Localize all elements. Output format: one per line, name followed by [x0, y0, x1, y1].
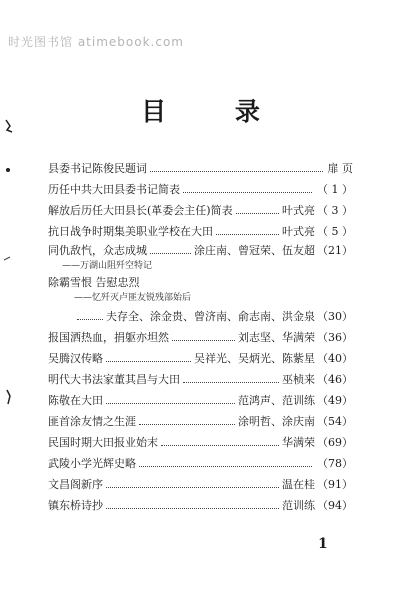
toc-entry[interactable] [48, 221, 353, 242]
toc-entry-author: 叶式亮 [282, 224, 315, 238]
toc-entry-page: （30） [317, 309, 353, 323]
toc-entry-page: （49） [317, 393, 353, 407]
toc-entry[interactable] [48, 327, 353, 348]
toc-entry-author: 华满荣 [282, 435, 315, 449]
toc-entry-page: （ 3 ） [317, 203, 353, 217]
toc-entry-title: 陈敬在大田 [48, 393, 103, 407]
toc-entry-page: （69） [317, 435, 353, 449]
toc-entry[interactable] [48, 274, 353, 291]
toc-entry[interactable] [48, 242, 353, 259]
toc-entry-page: （ 5 ） [317, 224, 353, 238]
toc-entry-author: 吴祥光、吴炳光、陈紫星 [194, 351, 315, 365]
toc-entry-subtitle: ——忆歼灭卢匪友锐残部始后 [74, 293, 192, 303]
dot-leader [77, 319, 103, 320]
toc-entry[interactable] [48, 411, 353, 432]
toc-entry-page: （94） [317, 498, 353, 512]
dot-leader [106, 508, 279, 509]
toc-entry-author: 温在桂 [282, 477, 315, 491]
toc-entry-title: 镇东桥诗抄 [48, 498, 103, 512]
toc-entry-page: （ 1 ） [317, 182, 353, 196]
dot-leader [106, 403, 235, 404]
table-of-contents [48, 158, 353, 516]
toc-entry-author: 涂明哲、涂庆南 [238, 414, 315, 428]
dot-leader [236, 213, 279, 214]
dot-leader [161, 445, 279, 446]
toc-entry[interactable] [48, 158, 353, 179]
toc-entry-subtitle: ——万湖山阻歼空特记 [62, 261, 153, 271]
toc-entry-title: 吴腾汉传略 [48, 351, 103, 365]
dot-leader [106, 487, 279, 488]
toc-entry-author: 夫存全、涂金贵、曾济南、俞志南、洪金泉 [106, 309, 315, 323]
toc-entry-title: 历任中共大田县委书记简表 [48, 182, 180, 196]
toc-entry-page: 扉 页 [327, 161, 353, 175]
toc-entry[interactable] [48, 369, 353, 390]
toc-entry[interactable] [48, 390, 353, 411]
toc-entry[interactable] [48, 200, 353, 221]
toc-entry-author: 刘志坚、华满荣 [238, 330, 315, 344]
toc-entry-title: 明代大书法家董其昌与大田 [48, 372, 180, 386]
dot-leader [183, 192, 312, 193]
toc-entry-title: 抗日战争时期集美职业学校在大田 [48, 224, 213, 238]
toc-entry-title: 除霸雪恨 告慰忠烈 [48, 275, 140, 289]
toc-entry-title: 县委书记陈俊民题词 [48, 161, 147, 175]
toc-entry-title: 匪首涂友情之生涯 [48, 414, 136, 428]
page-number: 1 [318, 536, 328, 552]
toc-entry-author: 涂庄南、曾冠荣、伍友超 [194, 243, 315, 257]
page-title: 目 录 [141, 97, 290, 126]
toc-entry-author: 叶式亮 [282, 203, 315, 217]
toc-entry-page: （40） [317, 351, 353, 365]
toc-entry-page: （78） [317, 456, 353, 470]
toc-entry[interactable] [48, 179, 353, 200]
dot-leader [150, 253, 191, 254]
dot-leader [216, 234, 279, 235]
toc-entry-title: 报国洒热血，捐躯亦坦然 [48, 330, 169, 344]
dot-leader [139, 424, 235, 425]
dot-leader [172, 340, 235, 341]
toc-entry-author: 范鸿声、范训练 [238, 393, 315, 407]
toc-entry-page: （21） [317, 243, 353, 257]
toc-entry-title: 武陵小学光辉史略 [48, 456, 136, 470]
toc-entry-page: （54） [317, 414, 353, 428]
dot-leader [183, 382, 279, 383]
toc-entry-author: 巫桢来 [282, 372, 315, 386]
toc-entry[interactable] [48, 474, 353, 495]
toc-entry[interactable] [48, 495, 353, 516]
toc-entry-page: （36） [317, 330, 353, 344]
toc-entry[interactable] [48, 306, 353, 327]
toc-entry[interactable] [48, 348, 353, 369]
toc-entry-title: 文昌阁新序 [48, 477, 103, 491]
dot-leader [106, 361, 191, 362]
toc-entry-title: 民国时期大田报业始末 [48, 435, 158, 449]
toc-entry[interactable] [48, 453, 353, 474]
dot-leader [139, 466, 312, 467]
toc-entry-author: 范训练 [282, 498, 315, 512]
toc-entry-title: 解放后历任大田县长(革委会主任)简表 [48, 203, 233, 217]
toc-entry[interactable] [48, 432, 353, 453]
toc-entry-page: （46） [317, 372, 353, 386]
toc-entry-page: （91） [317, 477, 353, 491]
watermark: 时光图书馆 atimebook.com [8, 35, 184, 49]
dot-leader [150, 171, 323, 172]
binding-marks-icon [0, 110, 16, 430]
toc-entry-title: 同仇敌忾，众志成城 [48, 243, 147, 257]
